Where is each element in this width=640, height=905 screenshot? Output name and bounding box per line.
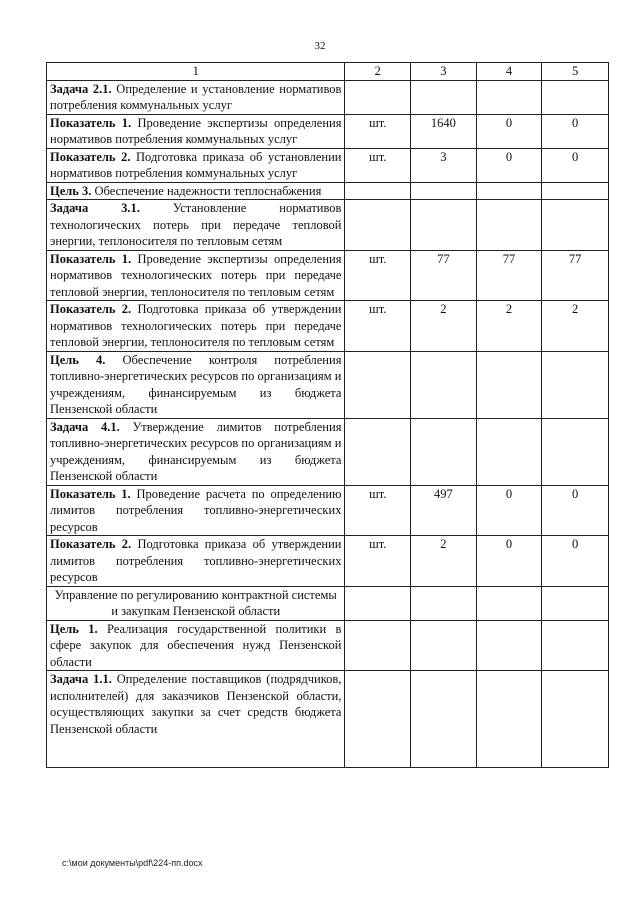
row-text: Обеспечение надежности теплоснабжения [94, 183, 322, 198]
cell-c4: 0 [476, 114, 542, 148]
row-text: Определение и установление нормативов потребления коммунальных услуг [50, 81, 342, 112]
row-description [47, 148, 345, 182]
indicators-table [46, 62, 609, 768]
row-description [47, 351, 345, 418]
cell-c5 [542, 200, 609, 251]
header-col-1: 1 [47, 63, 345, 81]
empty-cell [411, 586, 477, 620]
header-col-3: 3 [411, 63, 477, 81]
cell-c2: шт. [345, 536, 411, 587]
cell-c4 [476, 620, 542, 671]
row-description [47, 536, 345, 587]
table-row [47, 671, 609, 768]
cell-c3: 2 [411, 301, 477, 352]
cell-c5 [542, 671, 609, 768]
cell-c2: шт. [345, 250, 411, 301]
cell-c3: 77 [411, 250, 477, 301]
cell-c3 [411, 351, 477, 418]
row-text: Определение поставщиков (подрядчиков, исполнителей) для заказчиков Пензенской области, осуществляющих закупки за счет средств бюджета Пензенской области [50, 672, 342, 736]
table-row [47, 351, 609, 418]
table-row [47, 200, 609, 251]
row-description [47, 620, 345, 671]
row-text: Проведение расчета по определению лимитов потребления топливно-энергетических ресурсов [50, 486, 342, 534]
row-label: Показатель 2. [50, 302, 132, 316]
cell-c2 [345, 671, 411, 768]
empty-cell [476, 586, 542, 620]
row-label: Цель 1. [50, 621, 98, 636]
cell-c5 [542, 80, 609, 114]
cell-c4 [476, 351, 542, 418]
cell-c5 [542, 182, 609, 200]
table-row [47, 418, 609, 485]
row-text: Подготовка приказа об установлении нормативов потребления коммунальных услуг [50, 149, 342, 180]
cell-c3 [411, 418, 477, 485]
cell-c5 [542, 351, 609, 418]
cell-c3: 1640 [411, 114, 477, 148]
row-label: Показатель 1. [50, 251, 132, 266]
cell-c3 [411, 182, 477, 200]
row-label: Показатель 2. [50, 149, 131, 164]
cell-c5: 0 [542, 148, 609, 182]
cell-c5: 0 [542, 536, 609, 587]
row-label: Задача 1.1. [50, 672, 112, 686]
cell-c5: 77 [542, 250, 609, 301]
header-col-4: 4 [476, 63, 542, 81]
row-text: Установление нормативов технологических потерь при передаче тепловой энергии, теплоносителя по тепловым сетям [50, 201, 342, 248]
cell-c2: шт. [345, 485, 411, 536]
section-title: Управление по регулированию контрактной системы и закупкам Пензенской области [47, 586, 345, 620]
row-text: Проведение экспертизы определения нормативов технологических потерь при передаче тепловой энергии, теплоносителя по тепловым сетям [50, 251, 342, 299]
cell-c3 [411, 671, 477, 768]
cell-c2 [345, 351, 411, 418]
row-text: Подготовка приказа об утверждении лимитов потребления топливно-энергетических ресурсов [50, 537, 342, 584]
cell-c4 [476, 200, 542, 251]
row-description [47, 200, 345, 251]
cell-c5: 0 [542, 485, 609, 536]
section-row [47, 586, 609, 620]
row-text: Реализация государственной политики в сфере закупок для обеспечения нужд Пензенской области [50, 621, 342, 669]
cell-c4: 0 [476, 536, 542, 587]
row-description [47, 80, 345, 114]
cell-c2 [345, 620, 411, 671]
cell-c3: 3 [411, 148, 477, 182]
cell-c3 [411, 620, 477, 671]
row-label: Задача 3.1. [50, 201, 140, 215]
cell-c4: 77 [476, 250, 542, 301]
table-row [47, 80, 609, 114]
row-description [47, 250, 345, 301]
cell-c4: 0 [476, 148, 542, 182]
cell-c4: 0 [476, 485, 542, 536]
row-text: Утверждение лимитов потребления топливно-энергетических ресурсов по организациям и учреждениям, финансируемым из бюджета Пензенской области [50, 419, 342, 483]
cell-c3 [411, 80, 477, 114]
row-description [47, 418, 345, 485]
cell-c2: шт. [345, 301, 411, 352]
cell-c3: 497 [411, 485, 477, 536]
empty-cell [542, 586, 609, 620]
row-description [47, 182, 345, 200]
table-header-row [47, 63, 609, 81]
row-description [47, 301, 345, 352]
cell-c5 [542, 418, 609, 485]
row-label: Цель 4. [50, 352, 106, 367]
cell-c2: шт. [345, 148, 411, 182]
table-row [47, 148, 609, 182]
row-description [47, 671, 345, 768]
row-label: Показатель 1. [50, 115, 132, 130]
cell-c5: 0 [542, 114, 609, 148]
row-label: Задача 4.1. [50, 419, 120, 434]
cell-c4 [476, 80, 542, 114]
cell-c2 [345, 182, 411, 200]
cell-c4: 2 [476, 301, 542, 352]
cell-c4 [476, 418, 542, 485]
cell-c5 [542, 620, 609, 671]
row-text: Проведение экспертизы определения нормативов потребления коммунальных услуг [50, 115, 342, 146]
table-body [47, 80, 609, 768]
table-row [47, 620, 609, 671]
table-row [47, 301, 609, 352]
table-row [47, 114, 609, 148]
row-label: Задача 2.1. [50, 81, 112, 96]
cell-c5: 2 [542, 301, 609, 352]
row-description [47, 114, 345, 148]
table-row [47, 536, 609, 587]
cell-c2 [345, 80, 411, 114]
table-row [47, 182, 609, 200]
cell-c4 [476, 671, 542, 768]
row-label: Показатель 2. [50, 537, 132, 551]
cell-c2 [345, 200, 411, 251]
cell-c3: 2 [411, 536, 477, 587]
cell-c2 [345, 418, 411, 485]
table-row [47, 485, 609, 536]
cell-c2: шт. [345, 114, 411, 148]
row-label: Показатель 1. [50, 486, 131, 501]
row-text: Подготовка приказа об утверждении нормативов технологических потерь при передаче тепловой энергии, теплоносителя по тепловым сетям [50, 302, 342, 349]
footer-file-path: c:\мои документы\pdf\224-пп.docx [62, 858, 203, 868]
header-col-2: 2 [345, 63, 411, 81]
cell-c3 [411, 200, 477, 251]
empty-cell [345, 586, 411, 620]
page-number: 32 [314, 40, 326, 52]
row-text: Обеспечение контроля потребления топливно-энергетических ресурсов по организациям и учреждениям, финансируемым из бюджета Пензенской области [50, 352, 342, 416]
header-col-5: 5 [542, 63, 609, 81]
row-description [47, 485, 345, 536]
cell-c4 [476, 182, 542, 200]
row-label: Цель 3. [50, 183, 92, 198]
table-row [47, 250, 609, 301]
